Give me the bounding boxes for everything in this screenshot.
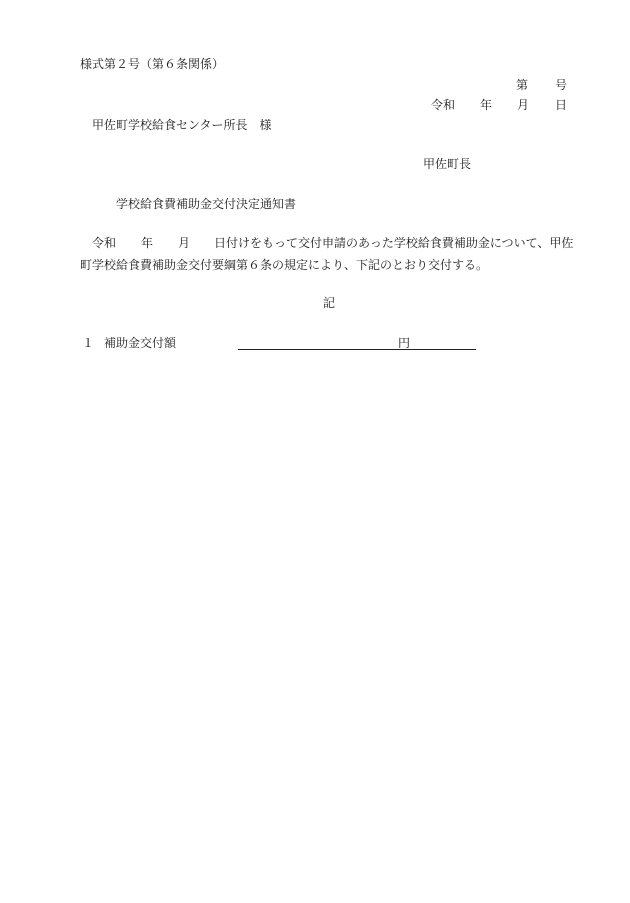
number-suffix: 号: [555, 78, 568, 92]
body-date-year-label: 年: [141, 236, 154, 250]
form-number: 様式第２号（第６条関係）: [80, 57, 225, 71]
issuer: 甲佐町長: [423, 157, 472, 171]
item-unit: 円: [398, 336, 411, 350]
body-date-month-label: 月: [178, 236, 191, 250]
body-line-2: 町学校給食費補助金交付要綱第６条の規定により、下記のとおり交付する。: [80, 258, 489, 272]
date-day-label: 日: [555, 98, 568, 112]
body-date-era: 令和: [92, 236, 117, 250]
recipient: 甲佐町学校給食センター所長 様: [92, 118, 272, 132]
date-month-label: 月: [517, 98, 530, 112]
date-year-label: 年: [480, 98, 493, 112]
number-prefix: 第: [516, 78, 529, 92]
body-line-1-text: 日付けをもって交付申請のあった学校給食費補助金について、甲佐: [214, 236, 574, 250]
date-era: 令和: [431, 98, 456, 112]
document-title: 学校給食費補助金交付決定通知書: [116, 197, 297, 211]
item-row-grant-amount: [80, 336, 420, 352]
amount-blank-line: [238, 336, 476, 350]
ki-heading: 記: [323, 296, 336, 310]
item-label: 補助金交付額: [104, 336, 177, 350]
item-number: １: [82, 336, 95, 350]
